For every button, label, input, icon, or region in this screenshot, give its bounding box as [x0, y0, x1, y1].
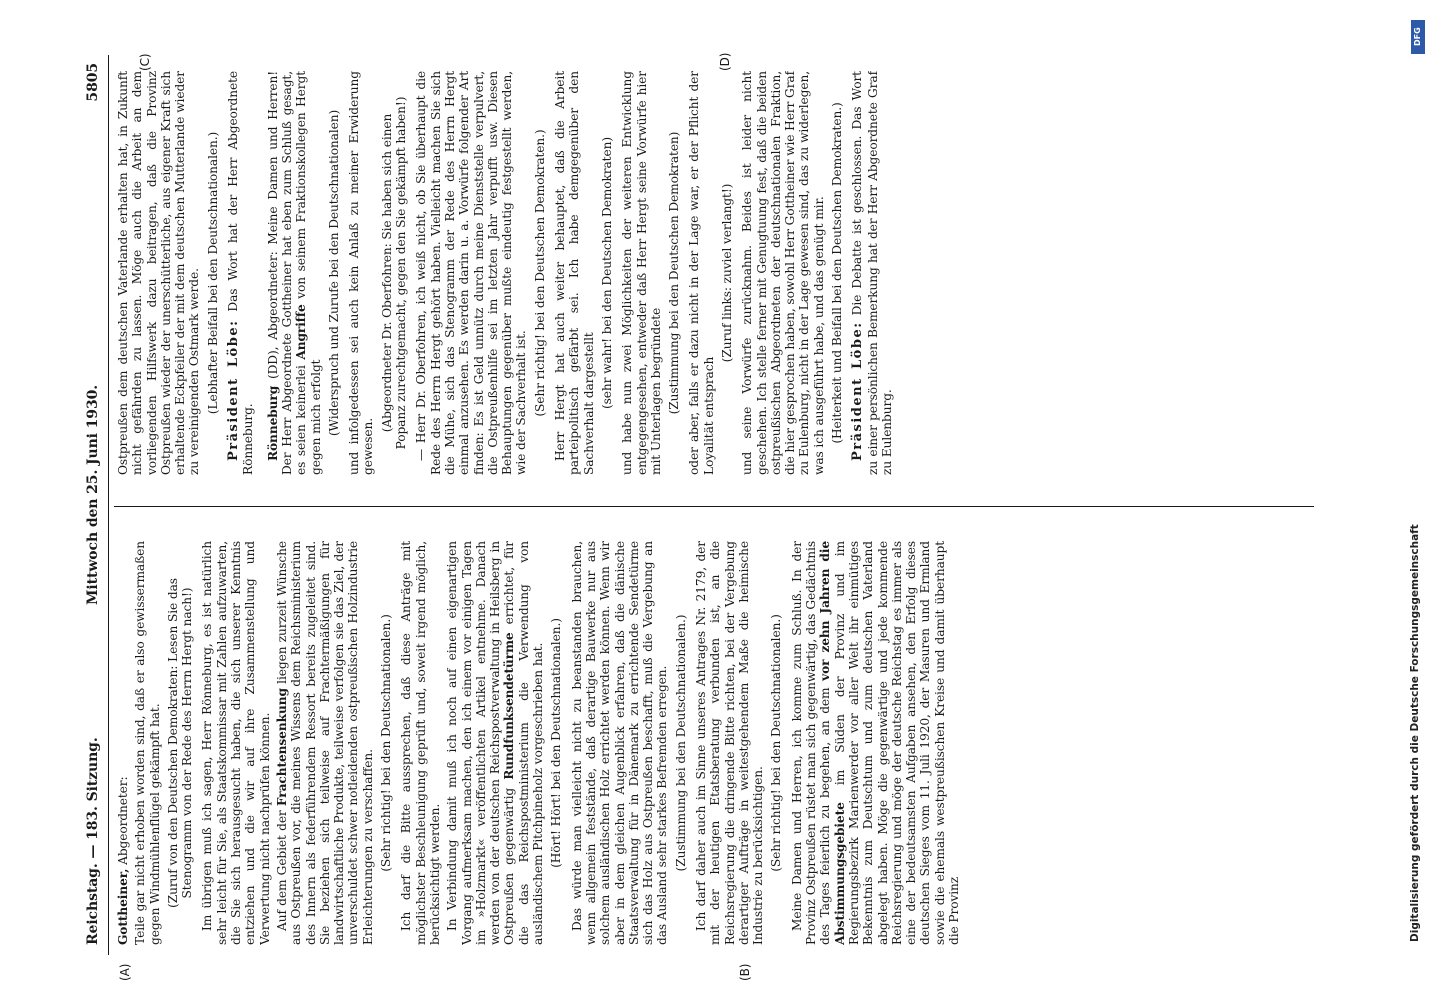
- speech-paragraph: und seine Vorwürfe zurücknahm. Beides ist leider nicht geschehen. Ich stelle ferner mit Genugtuung fest, daß die beiden ostpreußischen Abgeordneten der deutschnationalen Fraktion, die hier gesprochen haben, sowohl Herr Gottheiner wie Herr Graf zu Eulenburg, nicht in der Lage gewesen sind, das zu widerlegen, was ich ausgeführt habe, und das genügt mir.: [740, 71, 826, 475]
- interjection: (Zustimmung bei den Deutschen Demokraten): [667, 131, 682, 415]
- speaker-name: Gottheiner,: [116, 868, 130, 945]
- left-column: [116, 541, 1316, 945]
- interjection: (Widerspruch und Zurufe bei den Deutschnationalen): [326, 109, 341, 437]
- speech-text: Meine Damen und Herren, ich komme zum Schluß. In der Provinz Ostpreußen rüstet man sich gegenwärtig, das Gedächtnis des Tages feierlich zu begehen, an dem: [789, 541, 833, 945]
- president-text: Das Wort hat der Herr Abgeordnete Rönneburg.: [226, 71, 256, 475]
- speech-text: liegen zurzeit Wünsche aus Ostpreußen vor, die meines Wissens dem Reichsministerium des Innern als federführendem Ressort bereits zugeleitet sind. Sie beziehen sich teilweise auf Frachtermäßigungen für landwirtschaftliche Produkte, teilweise verfolgen sie das Ziel, der unverschuldet schwer notleidenden ostpreußischen Holzindustrie Erleichterungen zu verschaffen.: [274, 541, 375, 945]
- speech-paragraph: Herr Hergt hat auch weiter behauptet, daß die Arbeit parteipolitisch gefärbt sei. Ich habe demgegenüber den Sachverhalt dargestellt: [553, 71, 596, 475]
- speech-text: (DD), Abgeordneter: Meine Damen und Herren! Der Herr Abgeordnete Gottheiner hat eben zum Schluß gesagt, es seien keinerlei: [265, 71, 309, 475]
- digitization-note: [1405, 12, 1427, 988]
- speech-paragraph: [445, 541, 545, 945]
- speech-paragraph: [275, 541, 375, 945]
- interjection: (Sehr richtig! bei den Deutschen Demokraten.): [532, 129, 547, 417]
- speech-text: Auf dem Gebiet der: [274, 806, 289, 931]
- speech-text: errichtet, für die das Reichspostministerium die Verwendung von ausländischem Pitchpineholz vorgeschrieben hat.: [502, 541, 546, 945]
- page-number: 5805: [85, 63, 101, 102]
- margin-mark-b: (B): [738, 963, 752, 981]
- speech-paragraph: und infolgedessen sei auch kein Anlaß zu meiner Erwiderung gewesen.: [347, 71, 376, 475]
- speech-paragraph: Teile gar nicht erhoben worden sind, daß er also gewissermaßen gegen Windmühlenflügel gekämpft hat.: [133, 541, 162, 945]
- speech-text: von seinem Fraktionskollegen Hergt gegen mich erfolgt: [294, 71, 323, 475]
- speech-text: In Verbindung damit muß ich noch auf einen eigenartigen Vorgang aufmerksam machen, den ich einem vor einigen Tagen im »Holzmarkt« veröffentlichten Artikel entnehme. Danach werden von der deutschen Reichspostverwaltung in Heilsberg in Ostpreußen gegenwärtig: [445, 541, 517, 945]
- margin-mark-d: (D): [718, 52, 732, 71]
- interjection: (Lebhafter Beifall bei den Deutschnationalen.): [205, 131, 220, 415]
- emphasis: Angriffe: [294, 304, 309, 360]
- column-rule: [114, 506, 1314, 507]
- emphasis: Rundfunksendetürme: [502, 632, 517, 780]
- president-text: Die Debatte ist geschlossen. Das Wort zu einer persönlichen Bemerkung hat der Herr Abgeordnete Graf zu Eulenburg.: [850, 71, 894, 475]
- president-title: Präsident Löbe:: [226, 319, 242, 461]
- digitization-text: Digitalisierung gefördert durch die Deutsche Forschungsgemeinschaft: [1409, 524, 1421, 942]
- running-header: [78, 55, 109, 955]
- speech-paragraph: [790, 541, 962, 945]
- president-paragraph: [226, 71, 256, 475]
- interjection: (Heiterkeit und Beifall bei den Deutschen Demokraten.): [830, 102, 845, 444]
- interjection: (Zustimmung bei den Deutschnationalen.): [673, 614, 688, 872]
- speech-paragraph: und habe nun zwei Möglichkeiten der weiteren Entwicklung entgegengesehen, entweder daß Herr Hergt seine Vorwürfe hier mit Unterlagen begründete: [620, 71, 663, 475]
- emphasis: vor zehn Jahren die Abstimmungsgebiete: [818, 541, 847, 945]
- speech-paragraph: Ostpreußen dem deutschen Vaterlande erhalten hat, in Zukunft nicht gefährden zu lassen. Möge auch die Arbeit an dem vorliegenden Hilfswerk dazu beitragen, daß die Provinz Ostpreußen wieder der unerschütterliche, aus eigener Kraft sich erhaltende Eckpfeiler der mit dem deutschen Mutterlande wieder zu vereinigenden Ostmark werde.: [116, 71, 202, 475]
- emphasis: Frachtensenkung: [274, 688, 289, 807]
- margin-mark-c: (C): [138, 53, 152, 71]
- speech-paragraph: — Herr Dr. Oberfohren, ich weiß nicht, ob Sie überhaupt die Rede des Herrn Hergt gehört haben. Vielleicht machen Sie sich die Mühe, sich das Stenogramm der Rede des Herrn Hergt einmal anzusehen. Es werden darin u. a. Vorwürfe folgender Art finden: Es ist Geld unnütz durch meine Dienststelle verpulvert, die Ostpreußenhilfe sei im letzten Jahr verpufft usw. Diesen Behauptungen gegenüber mußte eindeutig festgestellt werden, wie der Sachverhalt ist.: [414, 71, 529, 475]
- speech-paragraph: Im übrigen muß ich sagen, Herr Rönneburg, es ist natürlich sehr leicht für Sie, als Staatskommissar mit Zahlen aufzuwarten, die Sie sich herausgesucht haben, die sich unserer Kenntnis entziehen und die wir auf ihre Zusammenstellung und Verwertung nicht nachprüfen können.: [200, 541, 272, 945]
- margin-mark-a: (A): [118, 963, 132, 981]
- speech-paragraph: oder aber, falls er dazu nicht in der Lage war, er der Pflicht der Loyalität entsprach: [687, 71, 716, 475]
- speaker-line: [116, 541, 130, 945]
- interjection: (Abgeordneter Dr. Oberfohren: Sie haben sich einen Popanz zurechtgemacht, gegen den Sie gekämpft haben!): [379, 96, 409, 450]
- speaker-name: Rönneburg: [265, 385, 280, 461]
- speech-paragraph: Ich darf die Bitte aussprechen, daß diese Anträge mit möglichster Beschleunigung geprüft und, soweit irgend möglich, berücksichtigt werden.: [399, 541, 442, 945]
- interjection: (Sehr richtig! bei den Deutschnationalen.): [769, 614, 784, 872]
- document-page: [78, 52, 1328, 981]
- dfg-logo: DFG: [1411, 20, 1425, 54]
- interjection: (Zuruf von den Deutschen Demokraten: Lesen Sie das Stenogramm von der Rede des Herrn Hergt nach!): [165, 578, 195, 908]
- speech-text: im Süden der Provinz und im Regierungsbezirk Marienwerder vor aller Welt ihr einmütiges Bekenntnis zum Deutschtum und zum deutschen Vaterland abgelegt haben. Möge die gegenwärtige und jede kommende Reichsregierung und möge der deutsche Reichstag es immer als eine der bedeutsamsten Aufgaben ansehen, den Erfolg dieses deutschen Sieges vom 11. Juli 1920, der Masuren und Ermland sowie die ehemals westpreußischen Kreise und damit überhaupt die Provinz: [832, 541, 962, 945]
- speech-paragraph: Ich darf daher auch im Sinne unseres Antrages Nr. 2179, der mit der heutigen Etatsberatung verbunden ist, an die Reichsregierung die dringende Bitte richten, bei der Vergebung derartiger Aufträge in weitestgehendem Maße die heimische Industrie zu berücksichtigen.: [693, 541, 766, 945]
- header-date: Mittwoch den 25. Juni 1930.: [85, 384, 101, 605]
- interjection: (Hört! Hört! bei den Deutschnationalen.): [549, 618, 564, 868]
- speaker-role: Abgeordneter:: [116, 776, 130, 869]
- president-title: Präsident Löbe:: [850, 321, 866, 461]
- speech-paragraph: Das würde man vielleicht nicht zu beanstanden brauchen, wenn allgemein feststände, daß derartige Bauwerke nur aus solchem ausländischen Holz errichtet werden können. Wenn wir aber in dem gleichen Augenblick erfahren, daß die dänische Staatsverwaltung für in Dänemark zu errichtende Sendetürme sich das Holz aus Ostpreußen beschafft, muß die Vergebung an das Ausland sehr starkes Befremden erregen.: [569, 541, 670, 945]
- header-left: Reichstag. — 183. Sitzung.: [85, 737, 101, 945]
- speech-paragraph: [266, 71, 323, 475]
- interjection: (Zuruf links: zuviel verlangt!): [719, 183, 734, 363]
- interjection: (sehr wahr! bei den Deutschen Demokraten): [599, 137, 614, 410]
- interjection: (Sehr richtig! bei den Deutschnationalen.): [379, 614, 394, 872]
- president-paragraph: [850, 71, 894, 475]
- right-column: [116, 71, 1316, 475]
